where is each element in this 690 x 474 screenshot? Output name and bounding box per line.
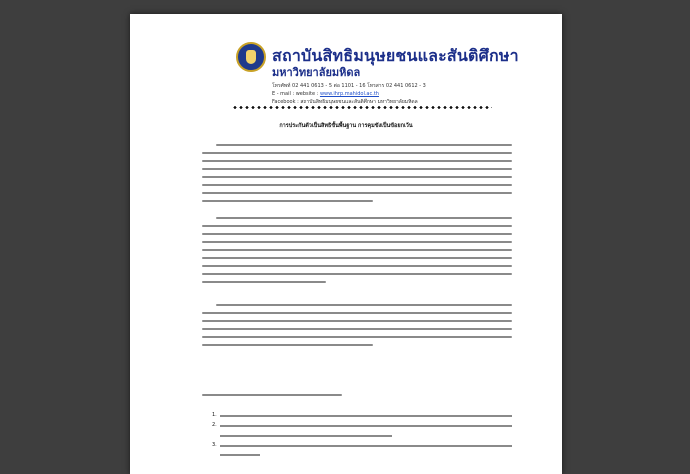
document-title: การประกันตัวเป็นสิทธิขั้นพื้นฐาน การคุมขังเป็นข้อยกเว้น (279, 123, 413, 129)
contact-info (272, 82, 426, 106)
document-page (130, 14, 562, 474)
university-name: มหาวิทยาลัยมหิดล (272, 66, 361, 79)
email-label: E - mail : (272, 91, 296, 97)
paragraph-2 (202, 217, 512, 289)
org-name: สถาบันสิทธิมนุษยชนและสันติศึกษา (272, 46, 519, 65)
list-item: 3. (202, 442, 512, 450)
letterhead (236, 42, 536, 122)
list-item (202, 432, 512, 440)
contact-web (272, 90, 426, 98)
paragraph-1 (202, 144, 512, 208)
contact-phone: โทรศัพท์ 02 441 0613 - 5 ต่อ 1101 - 16 โทรสาร 02 441 0612 - 3 (272, 83, 426, 89)
paragraph-3 (202, 304, 512, 352)
text-line (220, 454, 260, 456)
institute-logo (236, 42, 266, 72)
website-label: website : (295, 91, 320, 97)
numbered-list (202, 412, 512, 452)
dotted-divider (232, 106, 492, 109)
list-item: 1. (202, 412, 512, 420)
paragraph-4 (202, 394, 512, 402)
list-item: 2. (202, 422, 512, 430)
contact-facebook: Facebook : สถาบันสิทธิมนุษยชนและสันติศึกษา มหาวิทยาลัยมหิดล (272, 99, 418, 105)
website-link[interactable]: www.ihrp.mahidol.ac.th (319, 91, 379, 97)
